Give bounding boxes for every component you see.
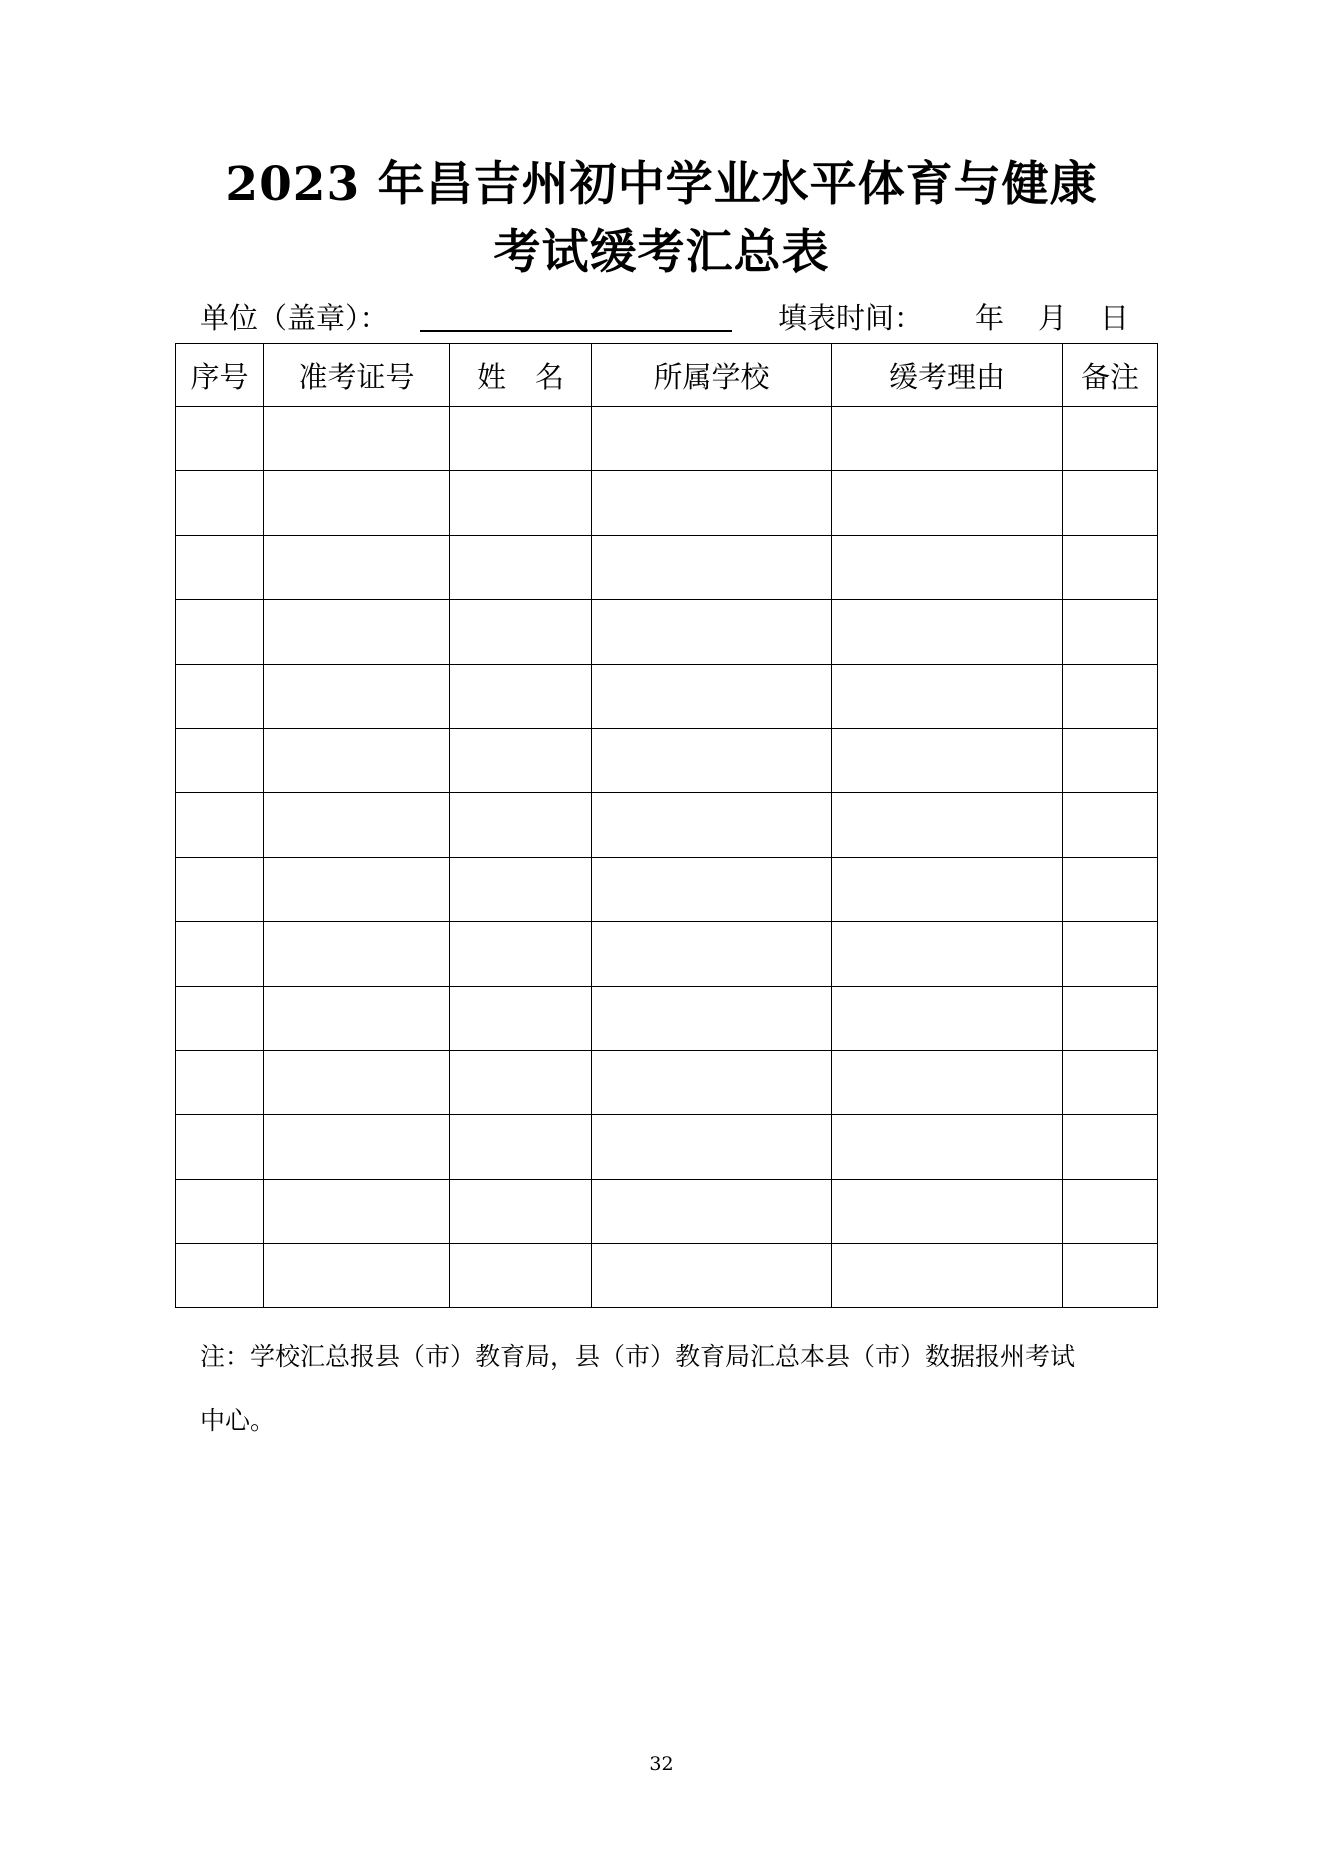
- table-cell[interactable]: [832, 986, 1063, 1050]
- table-cell[interactable]: [832, 922, 1063, 986]
- table-cell[interactable]: [450, 857, 592, 921]
- unit-seal-label: 单位（盖章）：: [200, 301, 389, 335]
- table-cell[interactable]: [176, 857, 264, 921]
- column-header-remarks: 备注: [1063, 344, 1158, 407]
- table-cell[interactable]: [450, 1050, 592, 1114]
- table-cell[interactable]: [832, 535, 1063, 599]
- table-cell[interactable]: [176, 600, 264, 664]
- table-cell[interactable]: [832, 1179, 1063, 1243]
- fill-time-label: 填表时间：: [778, 301, 924, 335]
- table-row: [176, 728, 1158, 792]
- table-cell[interactable]: [832, 793, 1063, 857]
- table-row: [176, 857, 1158, 921]
- table-cell[interactable]: [832, 1050, 1063, 1114]
- table-row: [176, 793, 1158, 857]
- table-cell[interactable]: [1063, 1179, 1158, 1243]
- table-cell[interactable]: [450, 922, 592, 986]
- table-cell[interactable]: [450, 1179, 592, 1243]
- table-cell[interactable]: [264, 1050, 450, 1114]
- table-cell[interactable]: [176, 1050, 264, 1114]
- table-cell[interactable]: [176, 1244, 264, 1308]
- table-cell[interactable]: [264, 922, 450, 986]
- table-cell[interactable]: [1063, 793, 1158, 857]
- table-cell[interactable]: [1063, 407, 1158, 471]
- table-cell[interactable]: [592, 471, 832, 535]
- table-cell[interactable]: [592, 793, 832, 857]
- year-label: 年: [975, 301, 1005, 335]
- table-cell[interactable]: [592, 728, 832, 792]
- table-cell[interactable]: [450, 535, 592, 599]
- table-cell[interactable]: [1063, 986, 1158, 1050]
- table-row: [176, 471, 1158, 535]
- table-cell[interactable]: [1063, 535, 1158, 599]
- table-cell[interactable]: [176, 471, 264, 535]
- table-cell[interactable]: [450, 728, 592, 792]
- table-cell[interactable]: [1063, 1050, 1158, 1114]
- table-cell[interactable]: [264, 1115, 450, 1179]
- table-cell[interactable]: [264, 986, 450, 1050]
- table-cell[interactable]: [832, 600, 1063, 664]
- table-cell[interactable]: [450, 793, 592, 857]
- page-number: 32: [649, 1753, 674, 1775]
- column-header-serial: 序号: [176, 344, 264, 407]
- table-cell[interactable]: [1063, 664, 1158, 728]
- table-row: [176, 664, 1158, 728]
- table-cell[interactable]: [1063, 922, 1158, 986]
- table-row: [176, 922, 1158, 986]
- table-cell[interactable]: [450, 407, 592, 471]
- table-cell[interactable]: [592, 1244, 832, 1308]
- table-cell[interactable]: [832, 857, 1063, 921]
- deferral-summary-table: [175, 343, 1158, 1308]
- table-cell[interactable]: [176, 793, 264, 857]
- table-cell[interactable]: [1063, 471, 1158, 535]
- table-cell[interactable]: [450, 664, 592, 728]
- document-title-line1: 2023 年昌吉州初中学业水平体育与健康: [225, 157, 1098, 212]
- table-cell[interactable]: [832, 728, 1063, 792]
- table-body: [176, 407, 1158, 1308]
- table-cell[interactable]: [592, 407, 832, 471]
- unit-fill-line: [420, 330, 732, 332]
- month-label: 月: [1038, 301, 1068, 335]
- table-row: [176, 1179, 1158, 1243]
- day-label: 日: [1100, 301, 1130, 335]
- table-cell[interactable]: [1063, 857, 1158, 921]
- table-row: [176, 1244, 1158, 1308]
- footnote-line2: 中心。: [200, 1406, 276, 1435]
- table-cell[interactable]: [592, 922, 832, 986]
- table-cell[interactable]: [176, 535, 264, 599]
- footnote-line1: 注：学校汇总报县（市）教育局，县（市）教育局汇总本县（市）数据报州考试: [200, 1342, 1076, 1371]
- table-cell[interactable]: [832, 1244, 1063, 1308]
- table-cell[interactable]: [176, 664, 264, 728]
- table-cell[interactable]: [832, 1115, 1063, 1179]
- document-title-line2: 考试缓考汇总表: [493, 225, 830, 280]
- table-cell[interactable]: [592, 664, 832, 728]
- table-cell[interactable]: [1063, 1115, 1158, 1179]
- table-cell[interactable]: [832, 471, 1063, 535]
- table-cell[interactable]: [450, 600, 592, 664]
- table-cell[interactable]: [264, 1179, 450, 1243]
- table-cell[interactable]: [450, 1115, 592, 1179]
- table-cell[interactable]: [264, 793, 450, 857]
- table-cell[interactable]: [450, 471, 592, 535]
- form-meta-row: [200, 298, 1130, 338]
- column-header-exam-id: 准考证号: [264, 344, 450, 407]
- table-cell[interactable]: [592, 857, 832, 921]
- table-cell[interactable]: [176, 1115, 264, 1179]
- table-cell[interactable]: [832, 407, 1063, 471]
- table-row: [176, 600, 1158, 664]
- table-cell[interactable]: [592, 1115, 832, 1179]
- table-cell[interactable]: [176, 1179, 264, 1243]
- table-cell[interactable]: [264, 600, 450, 664]
- table-row: [176, 407, 1158, 471]
- table-cell[interactable]: [264, 857, 450, 921]
- table-cell[interactable]: [592, 535, 832, 599]
- table-cell[interactable]: [176, 986, 264, 1050]
- column-header-name: 姓 名: [450, 344, 592, 407]
- table-cell[interactable]: [832, 664, 1063, 728]
- table-cell[interactable]: [450, 1244, 592, 1308]
- table-cell[interactable]: [264, 1244, 450, 1308]
- table-row: [176, 1050, 1158, 1114]
- table-row: [176, 986, 1158, 1050]
- table-cell[interactable]: [264, 471, 450, 535]
- table-cell[interactable]: [592, 600, 832, 664]
- table-header-row: [176, 344, 1158, 407]
- table-cell[interactable]: [176, 407, 264, 471]
- table-cell[interactable]: [1063, 728, 1158, 792]
- table-row: [176, 1115, 1158, 1179]
- table-cell[interactable]: [592, 1179, 832, 1243]
- column-header-school: 所属学校: [592, 344, 832, 407]
- column-header-reason: 缓考理由: [832, 344, 1063, 407]
- table-cell[interactable]: [450, 986, 592, 1050]
- table-cell[interactable]: [264, 407, 450, 471]
- table-cell[interactable]: [264, 664, 450, 728]
- table-cell[interactable]: [592, 1050, 832, 1114]
- table-cell[interactable]: [264, 535, 450, 599]
- table-cell[interactable]: [592, 986, 832, 1050]
- table-cell[interactable]: [176, 728, 264, 792]
- table-cell[interactable]: [176, 922, 264, 986]
- table-cell[interactable]: [264, 728, 450, 792]
- table-cell[interactable]: [1063, 1244, 1158, 1308]
- table-row: [176, 535, 1158, 599]
- table-cell[interactable]: [1063, 600, 1158, 664]
